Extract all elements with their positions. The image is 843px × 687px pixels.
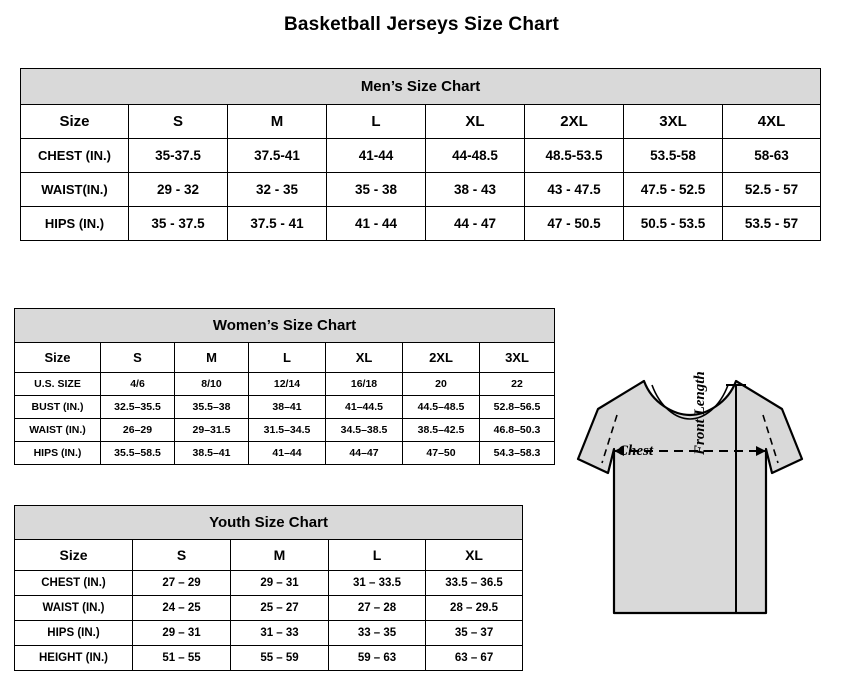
womens-ussize-m: 8/10 xyxy=(175,373,249,396)
youth-row-label-hips: HIPS (IN.) xyxy=(15,621,133,646)
mens-header-2xl: 2XL xyxy=(525,105,624,139)
womens-header-2xl: 2XL xyxy=(403,343,480,373)
womens-header-3xl: 3XL xyxy=(480,343,555,373)
table-row xyxy=(15,621,523,646)
table-row xyxy=(15,596,523,621)
mens-chest-xl: 44-48.5 xyxy=(426,139,525,173)
mens-header-4xl: 4XL xyxy=(723,105,821,139)
womens-hips-xl: 44–47 xyxy=(326,442,403,465)
youth-header-s: S xyxy=(133,540,231,571)
mens-hips-m: 37.5 - 41 xyxy=(228,207,327,241)
womens-waist-l: 31.5–34.5 xyxy=(249,419,326,442)
mens-header-size: Size xyxy=(21,105,129,139)
mens-hips-2xl: 47 - 50.5 xyxy=(525,207,624,241)
youth-table-caption: Youth Size Chart xyxy=(15,506,523,540)
womens-ussize-xl: 16/18 xyxy=(326,373,403,396)
youth-height-s: 51 – 55 xyxy=(133,646,231,671)
womens-row-label-waist: WAIST (IN.) xyxy=(15,419,101,442)
womens-bust-m: 35.5–38 xyxy=(175,396,249,419)
womens-bust-3xl: 52.8–56.5 xyxy=(480,396,555,419)
youth-hips-s: 29 – 31 xyxy=(133,621,231,646)
mens-header-l: L xyxy=(327,105,426,139)
womens-ussize-l: 12/14 xyxy=(249,373,326,396)
mens-row-label-hips: HIPS (IN.) xyxy=(21,207,129,241)
mens-waist-3xl: 47.5 - 52.5 xyxy=(624,173,723,207)
front-length-measurement-label: Front Length xyxy=(692,371,708,455)
mens-waist-s: 29 - 32 xyxy=(129,173,228,207)
womens-size-chart-table xyxy=(14,308,555,465)
womens-table-caption-row xyxy=(15,309,555,343)
youth-header-xl: XL xyxy=(426,540,523,571)
youth-chest-s: 27 – 29 xyxy=(133,571,231,596)
youth-row-label-height: HEIGHT (IN.) xyxy=(15,646,133,671)
womens-ussize-2xl: 20 xyxy=(403,373,480,396)
womens-row-label-us-size: U.S. SIZE xyxy=(15,373,101,396)
youth-table-caption-row xyxy=(15,506,523,540)
womens-table-caption: Women’s Size Chart xyxy=(15,309,555,343)
womens-row-label-bust: BUST (IN.) xyxy=(15,396,101,419)
womens-waist-xl: 34.5–38.5 xyxy=(326,419,403,442)
mens-size-chart-table xyxy=(20,68,821,241)
mens-header-3xl: 3XL xyxy=(624,105,723,139)
womens-hips-l: 41–44 xyxy=(249,442,326,465)
womens-bust-xl: 41–44.5 xyxy=(326,396,403,419)
youth-height-xl: 63 – 67 xyxy=(426,646,523,671)
mens-row-label-waist: WAIST(IN.) xyxy=(21,173,129,207)
womens-header-xl: XL xyxy=(326,343,403,373)
womens-hips-m: 38.5–41 xyxy=(175,442,249,465)
youth-header-l: L xyxy=(329,540,426,571)
mens-chest-4xl: 58-63 xyxy=(723,139,821,173)
mens-chest-3xl: 53.5-58 xyxy=(624,139,723,173)
womens-ussize-s: 4/6 xyxy=(101,373,175,396)
youth-row-label-waist: WAIST (IN.) xyxy=(15,596,133,621)
youth-size-chart-table xyxy=(14,505,523,671)
youth-waist-l: 27 – 28 xyxy=(329,596,426,621)
youth-header-row xyxy=(15,540,523,571)
mens-waist-xl: 38 - 43 xyxy=(426,173,525,207)
womens-waist-m: 29–31.5 xyxy=(175,419,249,442)
womens-row-label-hips: HIPS (IN.) xyxy=(15,442,101,465)
mens-waist-2xl: 43 - 47.5 xyxy=(525,173,624,207)
mens-header-xl: XL xyxy=(426,105,525,139)
womens-hips-s: 35.5–58.5 xyxy=(101,442,175,465)
womens-hips-3xl: 54.3–58.3 xyxy=(480,442,555,465)
mens-waist-4xl: 52.5 - 57 xyxy=(723,173,821,207)
youth-chest-m: 29 – 31 xyxy=(231,571,329,596)
womens-waist-2xl: 38.5–42.5 xyxy=(403,419,480,442)
mens-hips-l: 41 - 44 xyxy=(327,207,426,241)
mens-hips-4xl: 53.5 - 57 xyxy=(723,207,821,241)
mens-header-row xyxy=(21,105,821,139)
table-row xyxy=(21,139,821,173)
womens-header-s: S xyxy=(101,343,175,373)
page-title: Basketball Jerseys Size Chart xyxy=(283,14,560,35)
mens-chest-l: 41-44 xyxy=(327,139,426,173)
youth-hips-xl: 35 – 37 xyxy=(426,621,523,646)
mens-hips-s: 35 - 37.5 xyxy=(129,207,228,241)
womens-bust-2xl: 44.5–48.5 xyxy=(403,396,480,419)
youth-row-label-chest: CHEST (IN.) xyxy=(15,571,133,596)
mens-header-m: M xyxy=(228,105,327,139)
chest-measurement-label: Chest xyxy=(618,443,654,459)
womens-bust-s: 32.5–35.5 xyxy=(101,396,175,419)
mens-chest-s: 35-37.5 xyxy=(129,139,228,173)
youth-header-m: M xyxy=(231,540,329,571)
mens-hips-3xl: 50.5 - 53.5 xyxy=(624,207,723,241)
womens-waist-3xl: 46.8–50.3 xyxy=(480,419,555,442)
table-row xyxy=(15,396,555,419)
youth-waist-xl: 28 – 29.5 xyxy=(426,596,523,621)
table-row xyxy=(15,419,555,442)
youth-waist-s: 24 – 25 xyxy=(133,596,231,621)
mens-header-s: S xyxy=(129,105,228,139)
womens-header-row xyxy=(15,343,555,373)
jersey-shirt-icon xyxy=(540,363,840,663)
mens-row-label-chest: CHEST (IN.) xyxy=(21,139,129,173)
table-row xyxy=(15,373,555,396)
mens-chest-m: 37.5-41 xyxy=(228,139,327,173)
table-row xyxy=(15,646,523,671)
youth-header-size: Size xyxy=(15,540,133,571)
mens-table-caption: Men’s Size Chart xyxy=(21,69,821,105)
mens-waist-m: 32 - 35 xyxy=(228,173,327,207)
table-row xyxy=(21,207,821,241)
womens-bust-l: 38–41 xyxy=(249,396,326,419)
youth-hips-l: 33 – 35 xyxy=(329,621,426,646)
mens-hips-xl: 44 - 47 xyxy=(426,207,525,241)
table-row xyxy=(15,442,555,465)
youth-height-m: 55 – 59 xyxy=(231,646,329,671)
youth-waist-m: 25 – 27 xyxy=(231,596,329,621)
youth-height-l: 59 – 63 xyxy=(329,646,426,671)
womens-ussize-3xl: 22 xyxy=(480,373,555,396)
mens-chest-2xl: 48.5-53.5 xyxy=(525,139,624,173)
mens-waist-l: 35 - 38 xyxy=(327,173,426,207)
table-row xyxy=(15,571,523,596)
table-row xyxy=(21,173,821,207)
youth-hips-m: 31 – 33 xyxy=(231,621,329,646)
womens-header-l: L xyxy=(249,343,326,373)
jersey-measurement-diagram xyxy=(540,363,840,663)
youth-chest-xl: 33.5 – 36.5 xyxy=(426,571,523,596)
mens-table-caption-row xyxy=(21,69,821,105)
womens-header-size: Size xyxy=(15,343,101,373)
womens-waist-s: 26–29 xyxy=(101,419,175,442)
womens-hips-2xl: 47–50 xyxy=(403,442,480,465)
youth-chest-l: 31 – 33.5 xyxy=(329,571,426,596)
womens-header-m: M xyxy=(175,343,249,373)
